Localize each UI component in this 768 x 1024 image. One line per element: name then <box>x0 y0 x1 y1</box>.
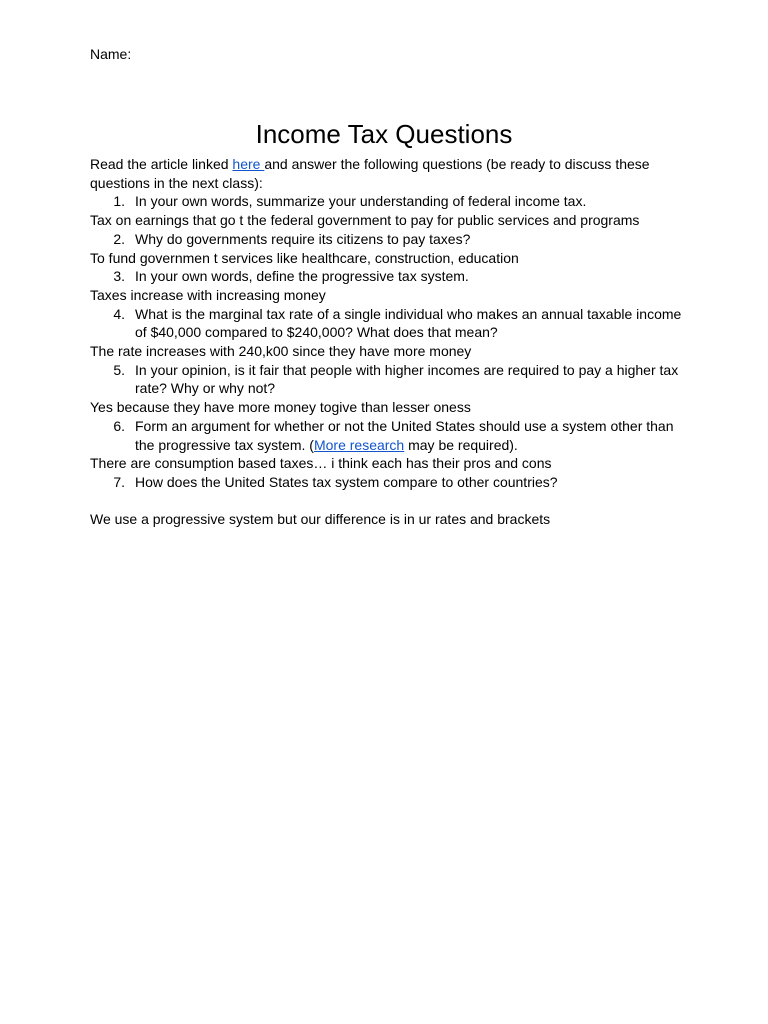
question-text: What is the marginal tax rate of a single individual who makes an annual taxable income of $40,000 compared to $240,000? What does that mean? <box>135 305 682 341</box>
question-7 <box>90 473 686 492</box>
question-text-after-link: may be required). <box>404 436 518 453</box>
question-1 <box>90 192 686 211</box>
answer-6: There are consumption based taxes… i think each has their pros and cons <box>90 455 552 472</box>
question-number: 2. <box>113 230 125 247</box>
name-label: Name: <box>90 46 132 62</box>
intro-text-before-link: Read the article linked <box>90 156 233 172</box>
answer-2: To fund governmen t services like healthcare, construction, education <box>90 249 519 266</box>
question-number: 3. <box>113 268 125 285</box>
answer-3: Taxes increase with increasing money <box>90 286 326 303</box>
question-text: How does the United States tax system compare to other countries? <box>135 473 558 490</box>
question-number: 5. <box>113 361 125 378</box>
question-text: In your own words, define the progressive tax system. <box>135 268 469 285</box>
question-4 <box>90 305 686 342</box>
blank-line <box>90 492 686 511</box>
question-6 <box>90 417 686 454</box>
question-number: 4. <box>113 305 125 322</box>
question-2 <box>90 230 686 249</box>
document-body <box>90 155 686 529</box>
answer-7: We use a progressive system but our difference is in ur rates and brackets <box>90 511 551 528</box>
question-text: Why do governments require its citizens to pay taxes? <box>135 230 471 247</box>
intro-paragraph <box>90 155 686 192</box>
question-text-before-link: Form an argument for whether or not the United States should use a system other than the progressive tax system. ( <box>135 417 674 453</box>
question-text: In your own words, summarize your understanding of federal income tax. <box>135 193 587 210</box>
question-3 <box>90 267 686 286</box>
question-number: 6. <box>113 417 125 434</box>
question-text: In your opinion, is it fair that people with higher incomes are required to pay a higher tax rate? Why or why not? <box>135 361 679 397</box>
more-research-link[interactable]: More research <box>313 436 405 453</box>
intro-text-after-link: and answer the following questions (be ready to discuss these questions in the next class): <box>90 156 650 191</box>
question-5 <box>90 361 686 398</box>
answer-4: The rate increases with 240,k00 since they have more money <box>90 343 472 360</box>
page-title: Income Tax Questions <box>255 119 513 149</box>
answer-1: Tax on earnings that go t the federal government to pay for public services and programs <box>90 212 640 229</box>
question-number: 7. <box>113 473 125 490</box>
article-link[interactable]: here <box>232 156 265 172</box>
question-number: 1. <box>113 193 125 210</box>
answer-5: Yes because they have more money togive than lesser oness <box>90 399 471 416</box>
